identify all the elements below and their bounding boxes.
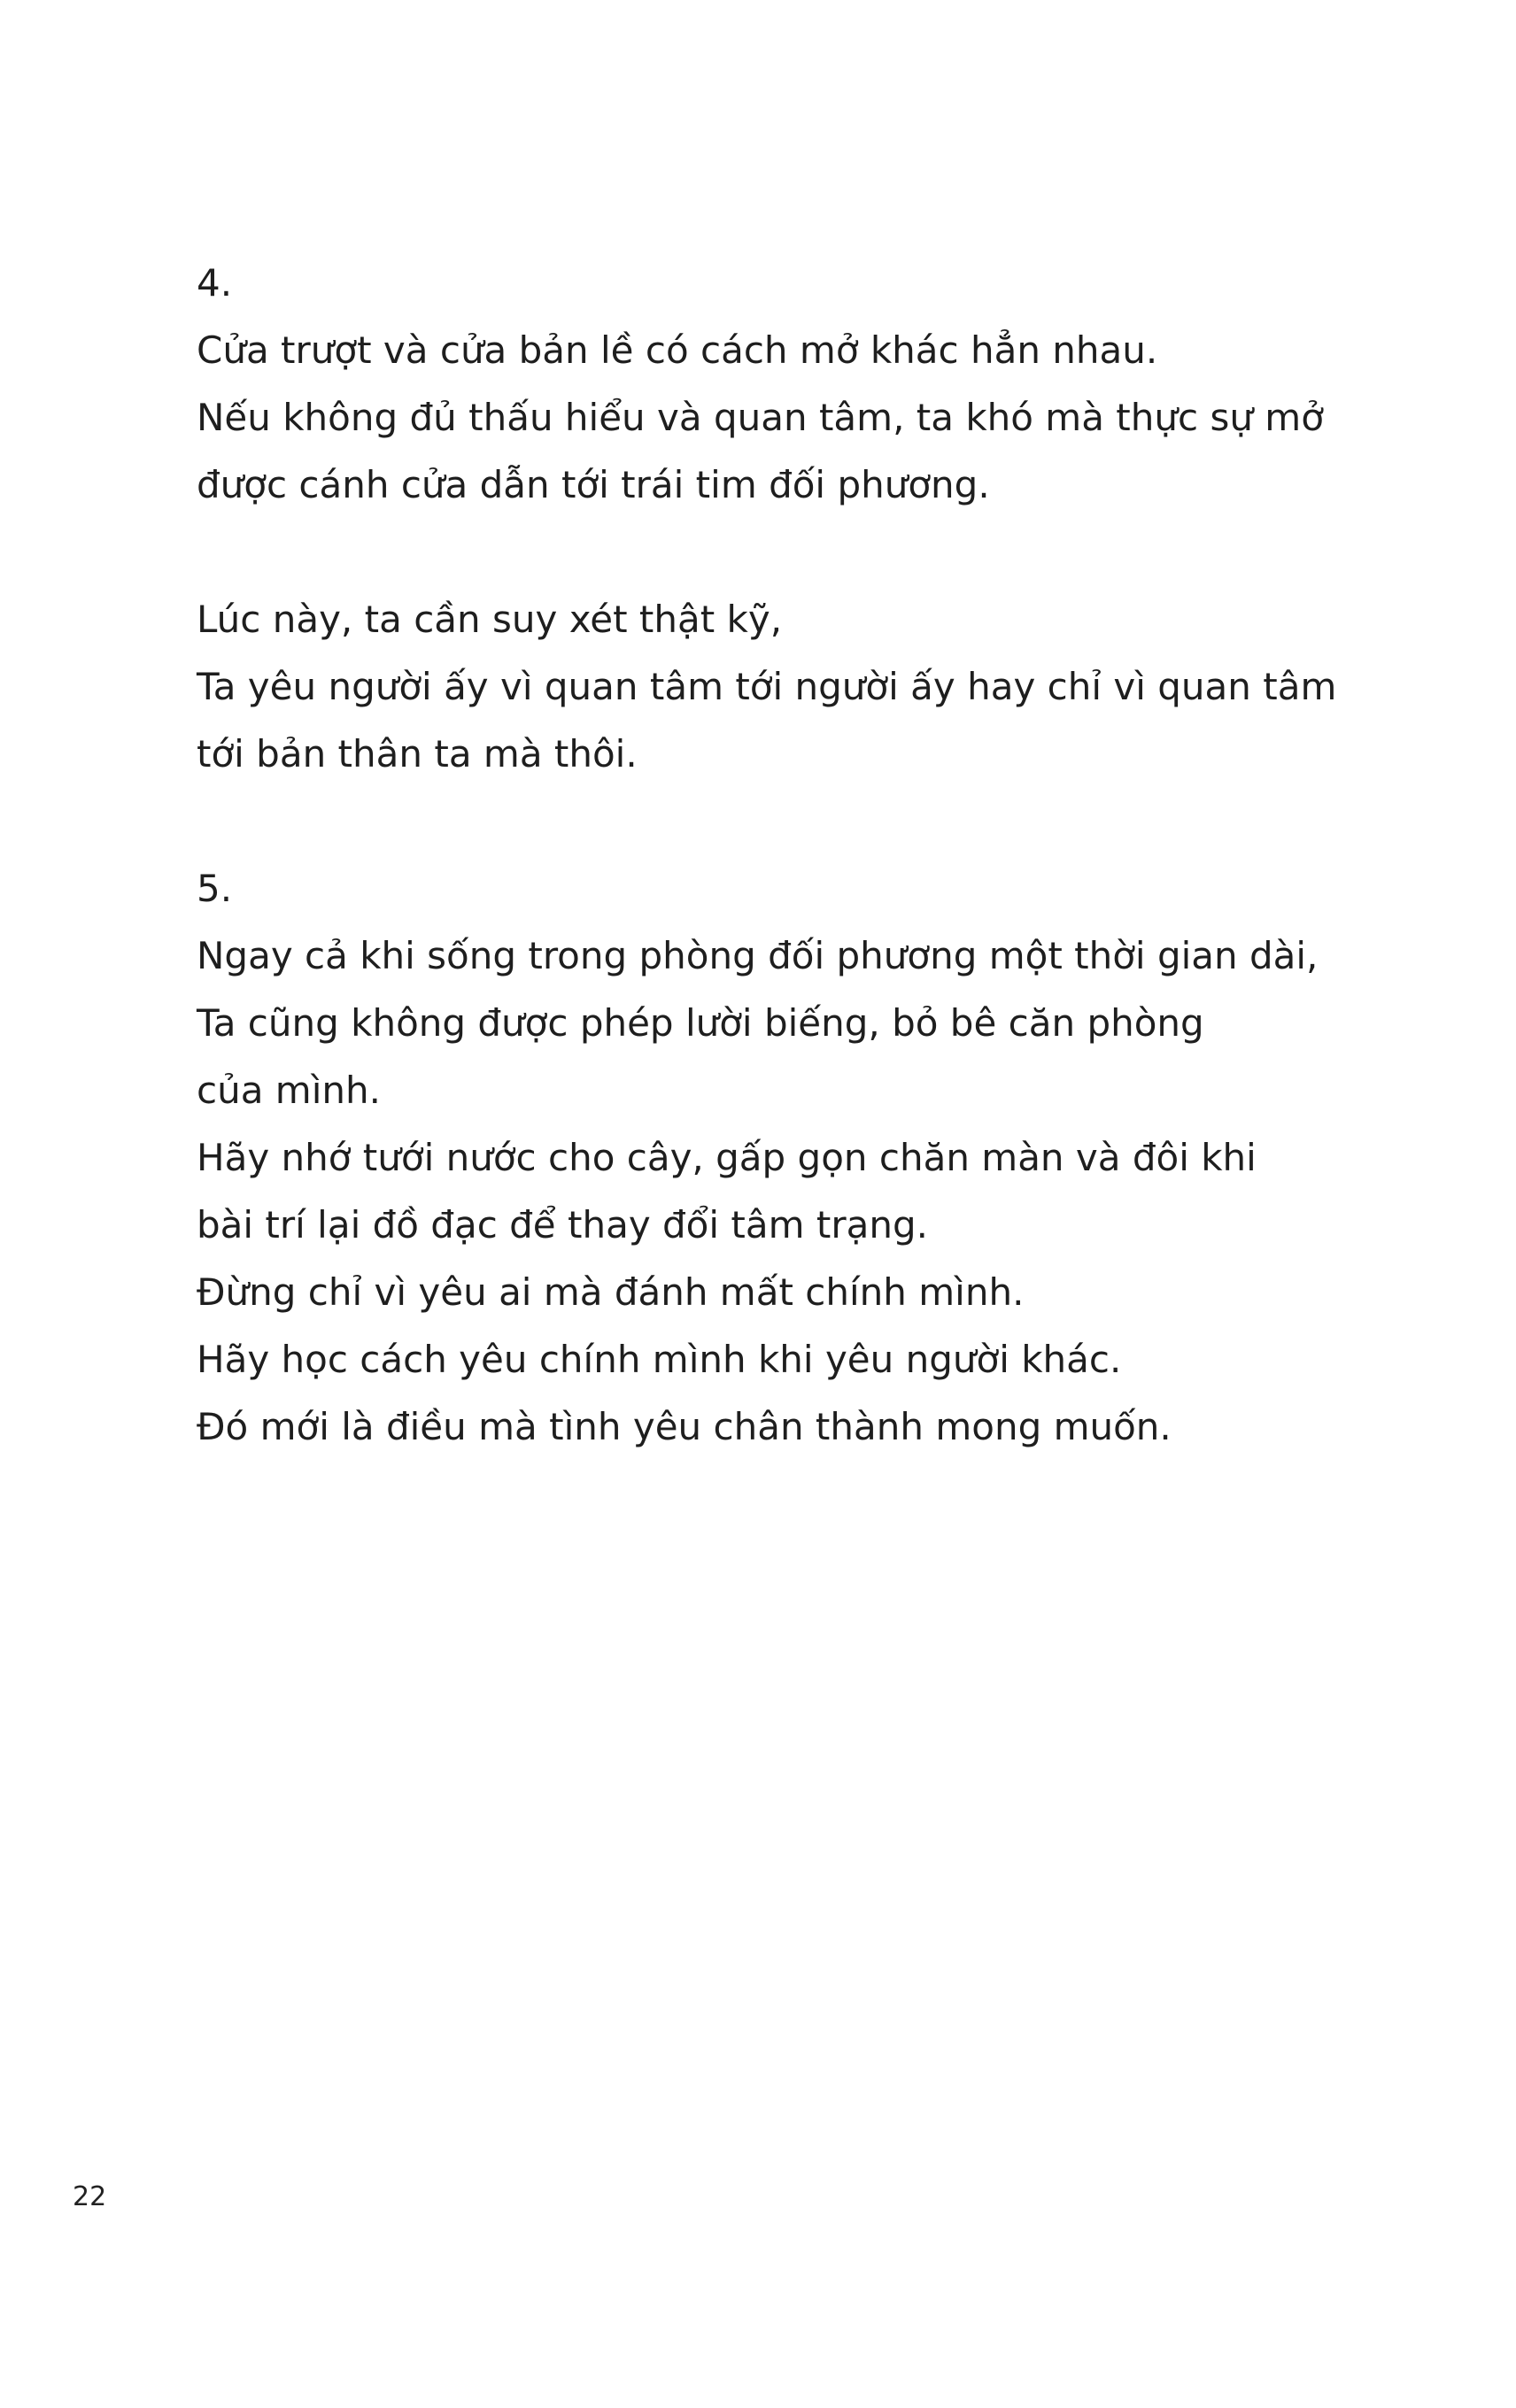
- text-line: bài trí lại đồ đạc để thay đổi tâm trạng.: [197, 1203, 928, 1246]
- text-line: Lúc này, ta cần suy xét thật kỹ,: [197, 598, 783, 641]
- text-line: Ta cũng không được phép lười biếng, bỏ bê căn phòng: [197, 1001, 1204, 1045]
- text-line: Ngay cả khi sống trong phòng đối phương một thời gian dài,: [197, 934, 1319, 977]
- text-line: Nếu không đủ thấu hiểu và quan tâm, ta khó mà thực sự mở: [197, 396, 1324, 439]
- text-line: Đó mới là điều mà tình yêu chân thành mong muốn.: [197, 1405, 1172, 1448]
- text-line: được cánh cửa dẫn tới trái tim đối phương.: [197, 463, 990, 506]
- section-5: [197, 855, 1348, 1461]
- text-line: Cửa trượt và cửa bản lề có cách mở khác hẳn nhau.: [197, 328, 1158, 372]
- section-number: 5.: [197, 867, 233, 910]
- text-line: Đừng chỉ vì yêu ai mà đánh mất chính mình.: [197, 1270, 1025, 1314]
- text-line: Ta yêu người ấy vì quan tâm tới người ấy hay chỉ vì quan tâm: [197, 665, 1337, 708]
- paragraph: [197, 586, 1348, 788]
- section-number: 4.: [197, 261, 233, 305]
- paragraph: [197, 317, 1348, 519]
- page-number: 22: [73, 2181, 107, 2212]
- text-line: Hãy học cách yêu chính mình khi yêu người khác.: [197, 1338, 1122, 1381]
- section-4: [197, 250, 1348, 788]
- text-line: của mình.: [197, 1069, 381, 1112]
- page-body: [197, 250, 1348, 1461]
- text-line: Hãy nhớ tưới nước cho cây, gấp gọn chăn màn và đôi khi: [197, 1136, 1257, 1179]
- paragraph: [197, 922, 1348, 1461]
- text-line: tới bản thân ta mà thôi.: [197, 732, 638, 776]
